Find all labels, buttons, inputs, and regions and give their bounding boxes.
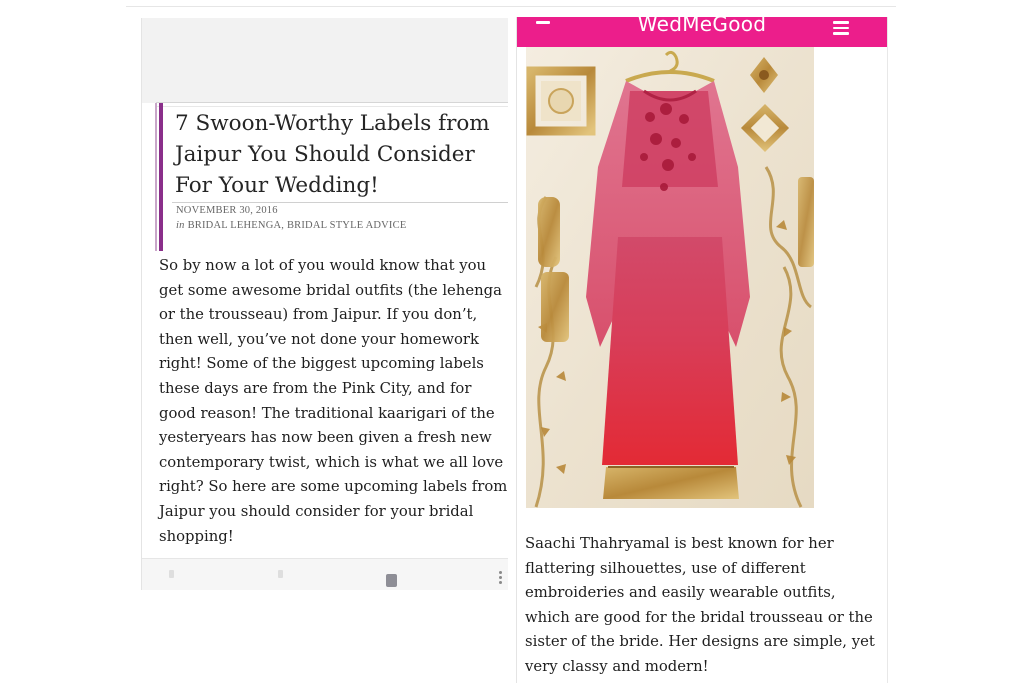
categories-prefix: in [176, 220, 185, 231]
article-date: NOVEMBER 30, 2016 [176, 205, 278, 216]
article-header-area [142, 18, 508, 103]
app-screenshot [516, 17, 888, 683]
outfit-photo [526, 47, 814, 508]
browser-bottom-bar [142, 558, 508, 590]
title-accent-bar [159, 103, 163, 251]
header-divider [156, 102, 508, 103]
app-header-bar [517, 17, 887, 47]
article-body: So by now a lot of you would know that you get some awesome bridal outfits (the lehenga or the trousseau) from Jaipur. If you don’t, then well, you’ve not done your homework right! Some of the biggest upcoming labels these days are from the Pink City, and for good reason! The traditional kaarigari of the yesteryears has now been given a fresh new contemporary twist, which is what we all love right? So here are some upcoming labels from Jaipur you should consider for your bridal shopping! [159, 257, 508, 545]
category-link-bridal-style-advice[interactable]: BRIDAL STYLE ADVICE [286, 220, 407, 231]
category-separator: , [281, 220, 285, 231]
meta-divider [172, 202, 508, 203]
header-divider-secondary [156, 106, 508, 107]
product-caption: Saachi Thahryamal is best known for her flattering silhouettes, use of different embroideries and easily wearable outfits, which are good for the bridal trousseau or the sister of the bride. Her designs are simple, yet very classy and modern! [525, 535, 875, 675]
forward-arrow-icon[interactable] [278, 570, 283, 578]
kebab-menu-icon[interactable] [499, 571, 503, 585]
article-screenshot [141, 18, 508, 590]
top-divider [126, 6, 896, 7]
tabs-icon[interactable] [386, 574, 397, 587]
back-arrow-icon[interactable] [169, 570, 174, 578]
brand-logo[interactable]: WedMeGood [637, 17, 767, 36]
hamburger-menu-icon[interactable] [833, 21, 849, 35]
article-categories [176, 220, 406, 231]
article-title[interactable]: 7 Swoon-Worthy Labels from Jaipur You Should Consider For Your Wedding! [175, 111, 490, 198]
category-link-bridal-lehenga[interactable]: BRIDAL LEHENGA [187, 220, 282, 231]
